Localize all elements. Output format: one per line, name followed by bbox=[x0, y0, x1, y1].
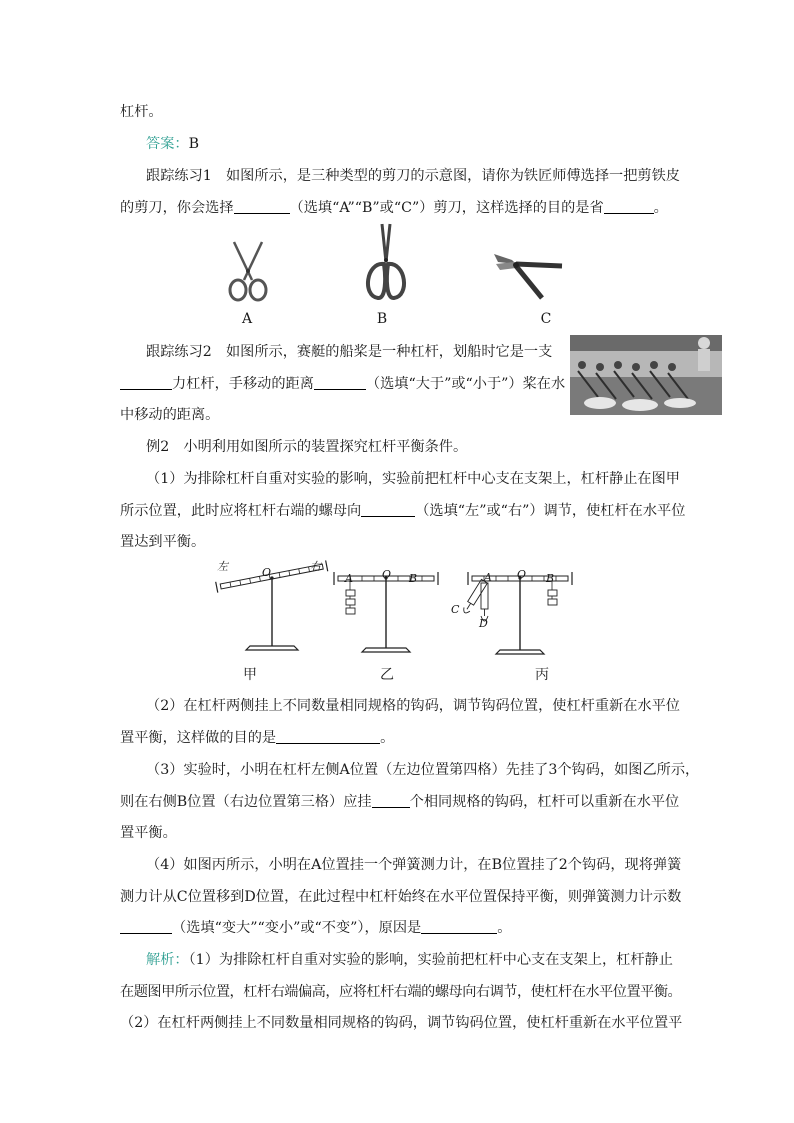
rowing-photo bbox=[570, 335, 722, 415]
q2-line2 bbox=[120, 728, 394, 748]
ex2-line2 bbox=[120, 374, 565, 394]
q4-blank-2[interactable] bbox=[421, 919, 497, 934]
q4-line1: （4）如图丙所示，小明在A位置挂一个弹簧测力计，在B位置挂了2个钩码，现将弹簧 bbox=[146, 857, 682, 873]
ex1-text-a: 的剪刀，你会选择 bbox=[120, 200, 234, 216]
q2-text-a: 置平衡，这样做的目的是 bbox=[120, 730, 277, 746]
ex1-text-c: 。 bbox=[653, 200, 668, 216]
answer-value: B bbox=[188, 136, 200, 152]
figure-jia-caption: 甲 bbox=[243, 667, 257, 683]
q2-text-c: 。 bbox=[380, 730, 395, 746]
figure-bing-caption: 丙 bbox=[535, 667, 549, 683]
lever-right-label: 右 bbox=[310, 560, 321, 573]
q4-text-b: （选填“变大”“变小”或“不变”），原因是 bbox=[172, 920, 422, 936]
paragraph-tail: 杠杆。 bbox=[120, 104, 163, 120]
q3-text-b: 个相同规格的钩码，杠杆可以重新在水平位 bbox=[409, 794, 680, 810]
q1-line3: 置达到平衡。 bbox=[120, 534, 206, 550]
scissors-b-icon bbox=[356, 222, 416, 304]
q4-line3 bbox=[120, 918, 511, 938]
ex1-text-b: （选填“A”“B”或“C”）剪刀，这样选择的目的是省 bbox=[289, 200, 604, 216]
q3-line2 bbox=[120, 792, 679, 812]
q2-line1: （2）在杠杆两侧挂上不同数量相同规格的钩码，调节钩码位置，使杠杆重新在水平位 bbox=[146, 698, 680, 714]
q4-text-c: 。 bbox=[497, 920, 512, 936]
analysis-text-1: （1）为排除杠杆自重对实验的影响，实验前把杠杆中心支在支架上，杠杆静止 bbox=[188, 952, 673, 968]
answer-label: 答案： bbox=[146, 136, 189, 152]
lever-bing-c-label: C bbox=[451, 603, 460, 616]
lever-left-label: 左 bbox=[217, 560, 228, 573]
ex1-blank-2[interactable] bbox=[604, 199, 654, 214]
scissors-b-caption: B bbox=[376, 311, 388, 327]
q3-blank[interactable] bbox=[372, 793, 410, 808]
analysis-line2: 在题图甲所示位置，杠杆右端偏高，应将杠杆右端的螺母向右调节，使杠杆在水平位置平衡。 bbox=[120, 984, 682, 1000]
scissors-c-caption: C bbox=[540, 311, 552, 327]
ex2-line1: 跟踪练习2 如图所示，赛艇的船桨是一种杠杆，划船时它是一支 bbox=[146, 344, 553, 360]
q1-line1: （1）为排除杠杆自重对实验的影响，实验前把杠杆中心支在支架上，杠杆静止在图甲 bbox=[146, 471, 680, 487]
lever-bing-a-label: A bbox=[484, 571, 492, 584]
q1-blank[interactable] bbox=[361, 502, 415, 517]
lever-figure-bing bbox=[448, 568, 578, 660]
analysis-line1 bbox=[146, 950, 673, 970]
ex2-line3: 中移动的距离。 bbox=[120, 407, 220, 423]
lever-yi-a-label: A bbox=[345, 572, 353, 585]
q1-line2 bbox=[120, 501, 685, 521]
lever-yi-o-label: O bbox=[382, 568, 392, 581]
figure-yi-caption: 乙 bbox=[380, 667, 394, 683]
q4-blank-1[interactable] bbox=[120, 919, 172, 934]
ex2-text-b: 力杠杆，手移动的距离 bbox=[172, 376, 314, 392]
lever-bing-d-label: D bbox=[479, 617, 488, 630]
lever-bing-b-label: B bbox=[546, 572, 555, 585]
lever-yi-b-label: B bbox=[409, 572, 418, 585]
ex1-line2 bbox=[120, 198, 668, 218]
q1-text-b: （选填“左”或“右”）调节，使杠杆在水平位 bbox=[415, 503, 686, 519]
scissors-c-icon bbox=[492, 248, 568, 304]
scissors-a-icon bbox=[222, 238, 272, 304]
analysis-line3: （2）在杠杆两侧挂上不同数量相同规格的钩码，调节钩码位置，使杠杆重新在水平位置平 bbox=[120, 1015, 683, 1031]
answer-line bbox=[146, 134, 199, 154]
ex2-blank-2[interactable] bbox=[314, 375, 366, 390]
ex2-text-c: （选填“大于”或“小于”）桨在水 bbox=[365, 376, 566, 392]
ex1-line1: 跟踪练习1 如图所示，是三种类型的剪刀的示意图，请你为铁匠师傅选择一把剪铁皮 bbox=[146, 168, 680, 184]
example2-title: 例2 小明利用如图所示的装置探究杠杆平衡条件。 bbox=[146, 439, 468, 455]
scissors-a-caption: A bbox=[241, 311, 253, 327]
q2-blank[interactable] bbox=[276, 729, 380, 744]
ex1-blank-1[interactable] bbox=[234, 199, 290, 214]
q3-line1: （3）实验时，小明在杠杆左侧A位置（左边位置第四格）先挂了3个钩码，如图乙所示， bbox=[146, 762, 700, 778]
lever-jia-o-label: O bbox=[262, 566, 272, 579]
ex2-blank-1[interactable] bbox=[120, 375, 172, 390]
q3-text-a: 则在右侧B位置（右边位置第三格）应挂 bbox=[120, 794, 372, 810]
q1-text-a: 所示位置，此时应将杠杆右端的螺母向 bbox=[120, 503, 362, 519]
analysis-label: 解析： bbox=[146, 952, 189, 968]
lever-bing-o-label: O bbox=[517, 568, 527, 581]
q4-line2: 测力计从C位置移到D位置，在此过程中杠杆始终在水平位置保持平衡，则弹簧测力计示数 bbox=[120, 889, 682, 905]
q3-line3: 置平衡。 bbox=[120, 825, 177, 841]
